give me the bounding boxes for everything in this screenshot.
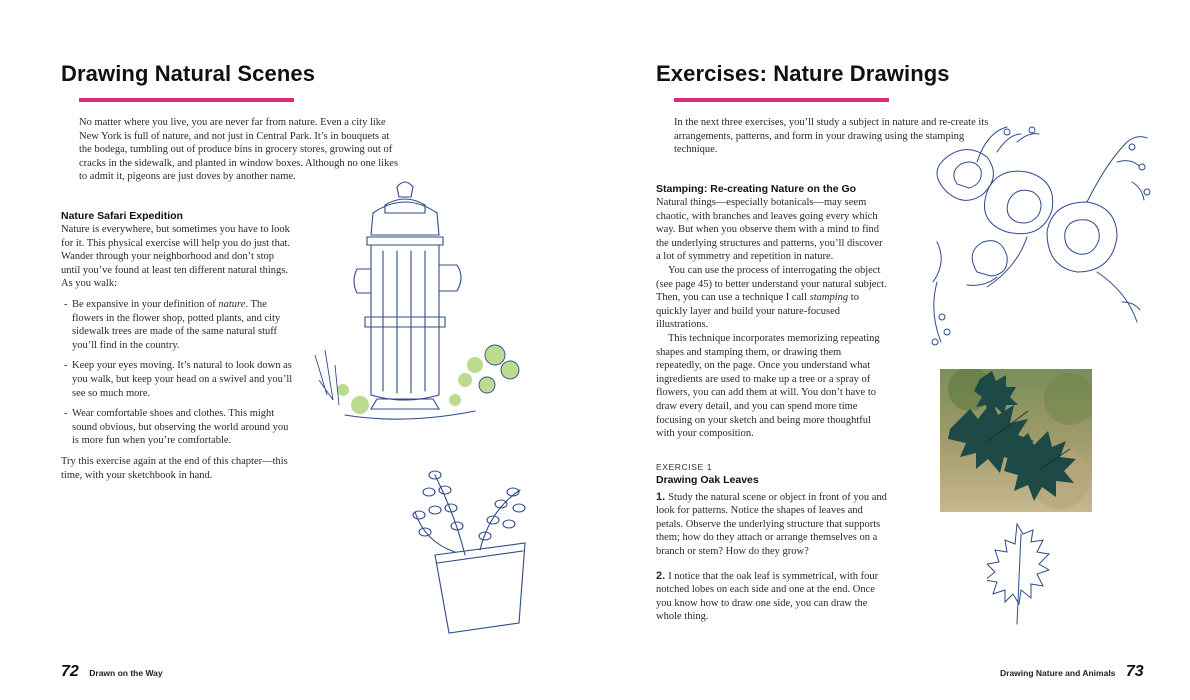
stamping-para-1: Natural things—especially botanicals—may seem chaotic, with branches and leaves going every which way. But when you observe them with a mind to find the underlying structures and patterns, you’ll discover a lot of symmetry and repetition in nature. (656, 197, 883, 263)
section-title-stamping: Stamping: Re-creating Nature on the Go (656, 183, 857, 195)
right-folio (1000, 663, 1144, 681)
exercise-step-2 (656, 570, 888, 624)
list-item (61, 407, 293, 448)
para2-text-post: to quickly layer and build your nature-focused illustrations. (656, 292, 859, 331)
running-head: Drawn on the Way (89, 668, 163, 678)
list-item (61, 359, 293, 400)
exercise-1 (656, 461, 888, 624)
stamping-para-2 (656, 264, 888, 332)
right-title-rule (674, 98, 889, 102)
para2-emphasis: stamping (809, 292, 849, 304)
step1-text: Study the natural scene or object in front of you and look for patterns. Notice the shapes of leaves and petals. Observe the underlying structure that supports them; how do they attach or arrange themselves on a branch or stem? How do they grow? (656, 491, 887, 558)
page-number: 72 (61, 663, 79, 680)
bullet1-text-post: . The flowers in the flower shop, potted plants, and city sidewalk trees are made of the same natural stuff you’ll find in the country. (72, 298, 281, 351)
nature-safari-section (61, 209, 293, 482)
right-page-title: Exercises: Nature Drawings (656, 61, 950, 86)
bullet1-text-pre: Be expansive in your definition of (72, 298, 219, 310)
left-title-rule (79, 98, 294, 102)
botanical-flowers-illustration (917, 122, 1162, 352)
left-folio (61, 663, 163, 681)
stamping-section (656, 182, 888, 624)
bullet2-text: Keep your eyes moving. It’s natural to look down as you walk, but keep your head on a swivel and you’ll see so much more. (72, 360, 293, 399)
exercise-kicker: EXERCISE 1 (656, 461, 713, 472)
safari-tips-list (61, 298, 293, 448)
right-intro-text: In the next three exercises, you’ll study a subject in nature and re-create its arrangements, patterns, and form in your drawing using the stamping technique. (674, 117, 989, 156)
potted-plant-illustration (405, 460, 535, 635)
para2-text-pre: You can use the process of interrogating the object (see page 45) to better understand your natural subject. Then, you can use a technique I call (656, 264, 887, 304)
section-body-nature-safari: Nature is everywhere, but sometimes you have to look for it. This physical exercise will help you do just that. Wander through your neighborhood and don’t stop until you’ve found at least ten different natural things. As you walk: (61, 224, 291, 290)
page-number: 73 (1125, 663, 1144, 680)
exercise-step-1 (656, 491, 888, 559)
step2-text: I notice that the oak leaf is symmetrical, with four notched lobes on each side and one at the end. Once you know how to draw one side, you can draw the whole thing. (656, 570, 879, 623)
fire-hydrant-illustration (305, 165, 535, 435)
list-item (61, 298, 293, 352)
bullet1-emphasis: nature (218, 298, 246, 310)
oak-leaf-outline-illustration (987, 520, 1057, 630)
right-page (595, 0, 1190, 700)
left-page-title: Drawing Natural Scenes (61, 61, 316, 86)
oak-leaves-photo-image (940, 369, 1092, 512)
left-intro-text: No matter where you live, you are never far from nature. Even a city like New York is full of nature, and not just in Central Park. It’s in bouquets at the bodega, tumbling out of produce bins in grocery stores, growing out of cracks in the sidewalk, and planted in window boxes. Although no one likes to admit it, pigeons are just doves by another name. (79, 117, 399, 183)
step2-number: 2. (656, 569, 666, 582)
running-head: Drawing Nature and Animals (1000, 668, 1116, 678)
closing-text: Try this exercise again at the end of this chapter—this time, with your sketchbook in hand. (61, 455, 288, 481)
section-title-nature-safari: Nature Safari Expedition (61, 210, 183, 222)
exercise-title: Drawing Oak Leaves (656, 473, 759, 486)
oak-leaves-photo (940, 369, 1092, 512)
stamping-para-3: This technique incorporates memorizing repeating shapes and stamping them, or drawing them repeatedly, on the page. Once you understand what ingredients are used to make up a tree or a spray of flowers, you can add them at will. You don’t have to draw every detail, and you can spend more time focusing on your sketch and being more thoughtful with your composition. (656, 332, 880, 440)
step1-number: 1. (656, 490, 666, 503)
bullet3-text: Wear comfortable shoes and clothes. This might sound obvious, but observing the world around you is more fun when you’re comfortable. (72, 408, 289, 447)
